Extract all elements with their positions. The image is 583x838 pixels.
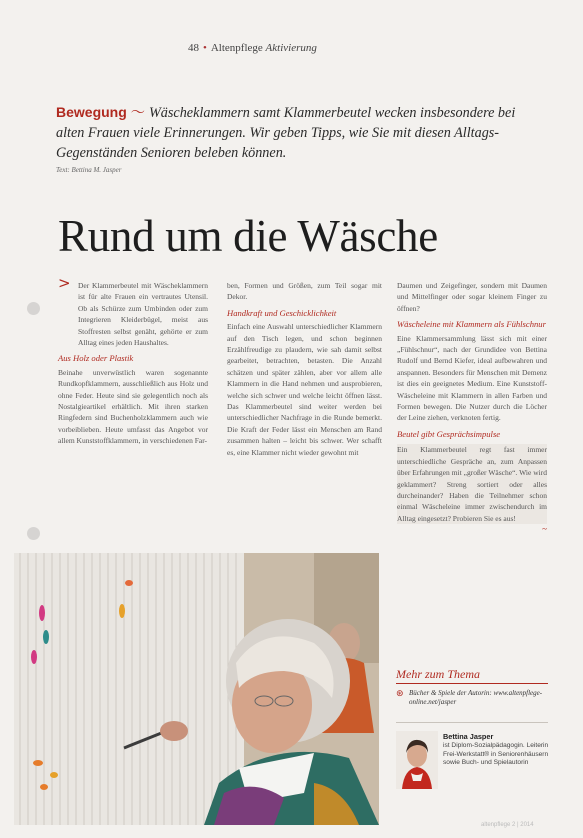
subheading: Beutel gibt Gesprächsimpulse (397, 428, 501, 439)
subheading: Handkraft und Geschicklichkeit (227, 307, 337, 318)
paragraph: Einfach eine Auswahl unterschiedlicher Klammern auf den Tisch legen, und schon beginnen Erzählfreudige zu plaudern, wie sah damit selbst gearbeitet, betrachten, betasten. Die Anzahl schätzen und später zählen, aber vor allem alle Klammern in die Hand nehmen und ausprobieren, welche sich schwer und welche leicht öffnen lässt. Das Klammerbeutel sind weiter werden bei unterschiedlicher Nachfrage in die Runde bemerkt. Die Kraft der Feder lässt ein Menschen am Rand zusammen halten – leicht bis schwer. Wer schafft es, eine Klammer nicht wieder gewohnt mit (227, 322, 382, 457)
article-photo (14, 553, 379, 825)
intro-teaser (56, 102, 526, 163)
header-section: Altenpflege (210, 42, 263, 54)
intro-text: Wäscheklammern samt Klammerbeutel wecken insbesondere bei alten Frauen viele Erinnerungen. Wir geben Tipps, wie Sie mit diesen Alltags-Gegenständen Senioren beleben können. (56, 105, 516, 161)
link-arrow-icon: ⊛ (396, 689, 404, 699)
page-header (188, 42, 317, 54)
photo-illustration (14, 553, 379, 825)
more-topic-link[interactable]: Bücher & Spiele der Autorin: www.altenpflege-online.net/jasper (409, 689, 543, 706)
squiggle-icon: 〜 (130, 105, 145, 121)
paragraph: ben, Formen und Größen, zum Teil sogar mit Dekor. (227, 281, 382, 302)
highlight-box (397, 444, 547, 524)
end-mark: ~ (542, 524, 547, 535)
byline: Text: Bettina M. Jasper (56, 166, 122, 174)
more-topic-title: Mehr zum Thema (396, 667, 480, 681)
paragraph: Ein Klammerbeutel regt fast immer unterschiedliche Gespräche an, zum Anpassen über Erfahrungen mit „großer Wäsche“. Wie wird geklammert? Streng sortiert oder alles durcheinander? Haben die Teilnehmer schon einmal Wäscheleine immer zwischendurch im Alltag eingesetzt? Probieren Sie es aus! (397, 445, 547, 523)
article-title: Rund um die Wäsche (58, 211, 438, 261)
article-column-2 (227, 280, 382, 458)
intro-keyword: Bewegung (56, 104, 127, 120)
author-avatar (396, 731, 438, 789)
article-column-3 (397, 280, 547, 536)
divider (396, 722, 548, 723)
punch-hole-marker (27, 527, 40, 540)
divider (396, 683, 548, 684)
lead-arrow-icon: > (58, 274, 71, 292)
author-description: ist Diplom-Sozialpädagogin. Leiterin Frei-Werkstatt® in Seniorenhäusern sowie Buch- und Spielautorin (443, 742, 549, 767)
page-number: 48 (188, 42, 199, 54)
punch-hole-marker (27, 302, 40, 315)
header-topic: Aktivierung (265, 42, 317, 54)
paragraph: Eine Klammersammlung lässt sich mit einer „Fühlschnur“, nach der Grundidee von Bettina Rudolf und Bernd Kiefer, ideal aufbewahren und anspannen. Besonders für Menschen mit Demenz ist dies ein geeignetes Medium. Eine Kunststoff-Wäscheleine mit Klammern in allen Farben und Formen bewegen. Die Nutzer durch die Löcher der Leine ziehen, verknoten fertig. (397, 333, 547, 423)
article-column-1 (58, 274, 208, 447)
author-name: Bettina Jasper (443, 732, 494, 741)
subheading: Aus Holz oder Plastik (58, 353, 134, 364)
paragraph: Der Klammerbeutel mit Wäscheklammern ist für alte Frauen ein vertrautes Utensil. Ob als Schürze zum Umbinden oder zum Integrieren Kleiderbügel, meist aus Stoffresten selbst genäht, gehörte er zum Alltag eines jeden Haushaltes. (78, 281, 208, 348)
author-portrait-image (396, 731, 438, 789)
header-separator: • (203, 42, 207, 54)
paragraph: Beinahe unverwüstlich waren sogenannte Rundkopfklammern, ausschließlich aus Holz und ohne Feder. Heute sind sie gelegentlich noch als Nostalgieartikel erhältlich. Mit ihren starken Ringfedern sind Buchenholzklammern auch wie vorbeiblieben. Heute umfasst das Angebot vor allem Kunststoffklammern, in verschiedenen Far- (58, 367, 208, 446)
page-footer: altenpflege 2 | 2014 (481, 822, 534, 828)
subheading: Wäscheleine mit Klammern als Fühlschnur (397, 319, 546, 330)
paragraph: Daumen und Zeigefinger, sondern mit Daumen und Mittelfinger oder sogar kleinem Finger zu öffnen? (397, 281, 547, 313)
